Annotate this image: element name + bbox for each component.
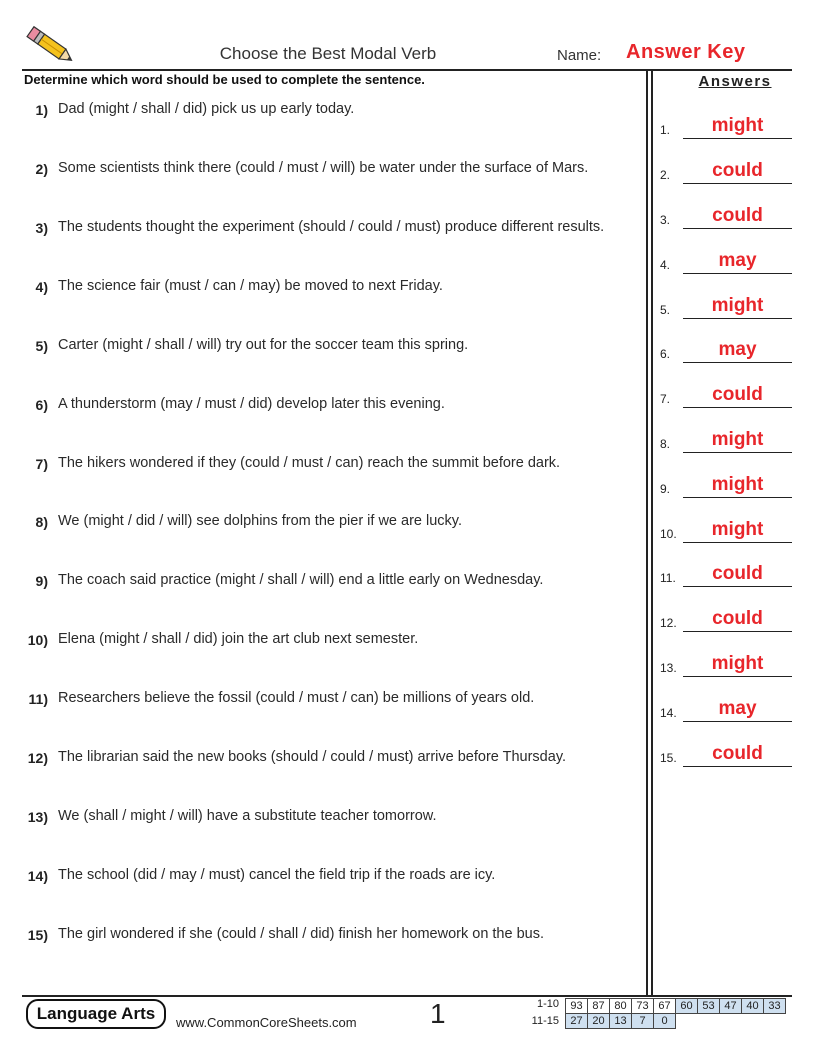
answer-value: might xyxy=(711,474,764,495)
score-cell: 67 xyxy=(654,999,676,1014)
score-cell: 80 xyxy=(610,999,632,1014)
question-text: Elena (might / shall / did) join the art club next semester. xyxy=(58,631,419,647)
answer-line xyxy=(683,631,792,632)
answer-value: might xyxy=(711,295,764,316)
question-text: The school (did / may / must) cancel the field trip if the roads are icy. xyxy=(58,867,496,883)
header-divider xyxy=(22,69,792,71)
question-text: The science fair (must / can / may) be moved to next Friday. xyxy=(58,278,443,294)
answer-value: may xyxy=(718,698,757,719)
answer-number: 2. xyxy=(660,168,671,182)
answer-line xyxy=(683,766,792,767)
question-text: Some scientists think there (could / must / will) be water under the surface of Mars. xyxy=(58,160,589,176)
question-text: The hikers wondered if they (could / must / can) reach the summit before dark. xyxy=(58,455,561,471)
question-number: 8) xyxy=(35,514,48,530)
answer-number: 11. xyxy=(660,571,676,585)
question-number: 2) xyxy=(35,161,48,177)
score-cell: 13 xyxy=(610,1014,632,1029)
answer-line xyxy=(683,586,792,587)
question-number: 10) xyxy=(27,632,48,648)
page-number: 1 xyxy=(430,998,446,1029)
answer-number: 4. xyxy=(660,258,671,272)
answer-number: 12. xyxy=(660,616,677,630)
answer-line xyxy=(683,362,792,363)
score-row xyxy=(566,1014,786,1029)
score-row-label: 1-10 xyxy=(536,998,559,1010)
answers-heading: Answers xyxy=(698,73,772,90)
answer-value: could xyxy=(712,608,763,629)
question-text: The girl wondered if she (could / shall / did) finish her homework on the bus. xyxy=(58,926,544,942)
score-row-label: 11-15 xyxy=(531,1015,559,1027)
answer-value: may xyxy=(718,339,757,360)
question-number: 12) xyxy=(27,750,48,766)
answer-value: could xyxy=(712,743,763,764)
answer-line xyxy=(683,273,792,274)
answer-line xyxy=(683,676,792,677)
question-number: 5) xyxy=(35,338,48,354)
question-text: The coach said practice (might / shall / will) end a little early on Wednesday. xyxy=(58,572,544,588)
answer-number: 9. xyxy=(660,482,671,496)
question-text: Carter (might / shall / will) try out for the soccer team this spring. xyxy=(58,337,469,353)
score-cell: 87 xyxy=(588,999,610,1014)
page-title: Choose the Best Modal Verb xyxy=(219,44,437,63)
answer-number: 10. xyxy=(660,527,677,541)
score-cell: 93 xyxy=(566,999,588,1014)
score-cell: 7 xyxy=(632,1014,654,1029)
question-number: 6) xyxy=(35,397,48,413)
answer-number: 1. xyxy=(660,123,671,137)
answer-number: 6. xyxy=(660,347,671,361)
question-number: 4) xyxy=(35,279,48,295)
answer-line xyxy=(683,228,792,229)
question-text: Researchers believe the fossil (could / must / can) be millions of years old. xyxy=(58,690,535,706)
answer-line xyxy=(683,407,792,408)
question-text: A thunderstorm (may / must / did) develop later this evening. xyxy=(58,396,445,412)
score-row xyxy=(566,999,786,1014)
instructions: Determine which word should be used to complete the sentence. xyxy=(24,72,425,87)
question-text: We (shall / might / will) have a substitute teacher tomorrow. xyxy=(58,808,437,824)
answer-number: 15. xyxy=(660,751,677,765)
answer-number: 3. xyxy=(660,213,671,227)
answer-value: could xyxy=(712,384,763,405)
answer-value: might xyxy=(711,115,764,136)
question-number: 3) xyxy=(35,220,48,236)
score-cell: 0 xyxy=(654,1014,676,1029)
score-cell: 40 xyxy=(742,999,764,1014)
column-divider xyxy=(651,69,653,996)
question-text: The librarian said the new books (should / could / must) arrive before Thursday. xyxy=(58,749,567,765)
answer-value: may xyxy=(718,250,757,271)
answer-line xyxy=(683,318,792,319)
answer-line xyxy=(683,138,792,139)
answer-line xyxy=(683,497,792,498)
answer-number: 7. xyxy=(660,392,671,406)
score-cell: 60 xyxy=(676,999,698,1014)
question-text: The students thought the experiment (should / could / must) produce different results. xyxy=(58,219,605,235)
answer-line xyxy=(683,542,792,543)
question-text: Dad (might / shall / did) pick us up early today. xyxy=(58,101,355,117)
answer-line xyxy=(683,183,792,184)
site-url[interactable]: www.CommonCoreSheets.com xyxy=(176,1015,357,1030)
answer-value: could xyxy=(712,205,763,226)
score-table xyxy=(565,998,786,1029)
answer-value: could xyxy=(712,563,763,584)
subject-badge: Language Arts xyxy=(26,999,166,1029)
answer-line xyxy=(683,721,792,722)
score-cell: 20 xyxy=(588,1014,610,1029)
score-cell: 53 xyxy=(698,999,720,1014)
answer-number: 14. xyxy=(660,706,677,720)
question-number: 7) xyxy=(35,456,48,472)
question-number: 14) xyxy=(27,868,48,884)
answer-key-label: Answer Key xyxy=(626,41,746,63)
score-cell: 47 xyxy=(720,999,742,1014)
question-number: 11) xyxy=(28,691,48,707)
question-number: 13) xyxy=(27,809,48,825)
answer-number: 13. xyxy=(660,661,677,675)
score-cell: 33 xyxy=(764,999,786,1014)
answer-number: 5. xyxy=(660,303,671,317)
answer-value: might xyxy=(711,429,764,450)
question-number: 9) xyxy=(35,573,48,589)
name-label: Name: xyxy=(557,47,602,64)
score-cell: 73 xyxy=(632,999,654,1014)
question-number: 1) xyxy=(35,102,48,118)
footer-divider xyxy=(22,995,792,997)
question-text: We (might / did / will) see dolphins from the pier if we are lucky. xyxy=(58,513,463,529)
answer-value: might xyxy=(711,519,764,540)
answer-value: could xyxy=(712,160,763,181)
score-cell: 27 xyxy=(566,1014,588,1029)
answer-value: might xyxy=(711,653,764,674)
column-divider xyxy=(646,69,648,996)
answer-number: 8. xyxy=(660,437,671,451)
answer-line xyxy=(683,452,792,453)
question-number: 15) xyxy=(27,927,48,943)
